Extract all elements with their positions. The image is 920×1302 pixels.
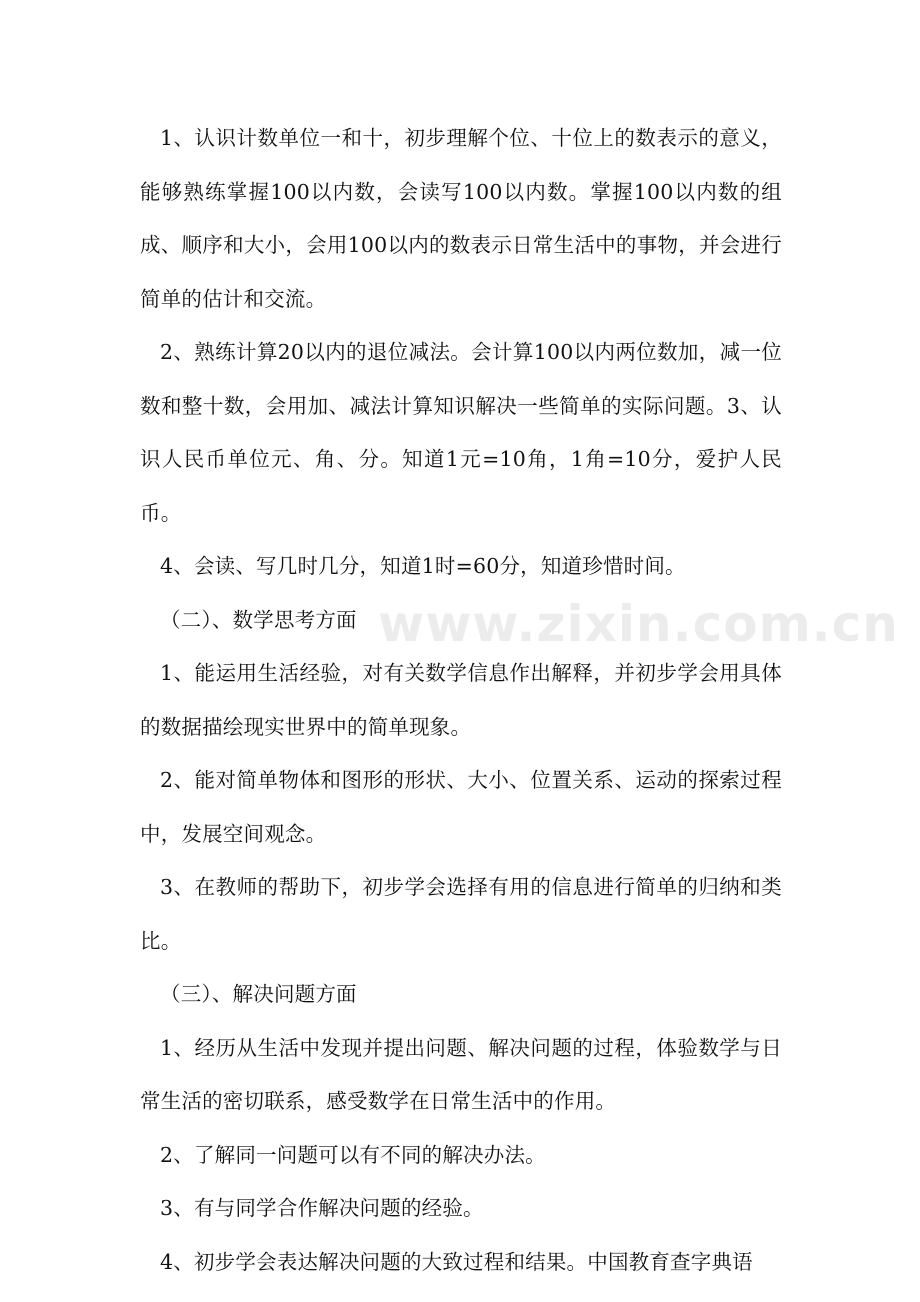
paragraph-3: 4、会读、写几时几分，知道1时=60分，知道珍惜时间。 xyxy=(160,554,686,578)
paragraph-9: 3、有与同学合作解决问题的经验。 xyxy=(160,1196,484,1220)
watermark: www.zixin.com.cn xyxy=(378,595,899,653)
section-heading-math-thinking: （二）、数学思考方面 xyxy=(160,607,357,632)
paragraph-1: 1、认识计数单位一和十，初步理解个位、十位上的数表示的意义，能够熟练掌握100以内数，会读写100以内数。掌握100以内数的组成、顺序和大小，会用100以内的数表示日常生活中的事物，并会进行简单的估计和交流。 xyxy=(140,126,782,311)
paragraph-10: 4、初步学会表达解决问题的大致过程和结果。中国教育查字典语 xyxy=(160,1249,753,1274)
paragraph-2: 2、熟练计算20以内的退位减法。会计算100以内两位数加，减一位数和整十数，会用加、减法计算知识解决一些简单的实际问题。3、认识人民币单位元、角、分。知道1元=10角，1角=10分，爱护人民币。 xyxy=(140,340,782,525)
document-body xyxy=(140,112,782,1289)
paragraph-7: 1、经历从生活中发现并提出问题、解决问题的过程，体验数学与日常生活的密切联系，感受数学在日常生活中的作用。 xyxy=(140,1035,782,1113)
paragraph-4: 1、能运用生活经验，对有关数学信息作出解释，并初步学会用具体的数据描绘现实世界中的简单现象。 xyxy=(140,661,782,739)
paragraph-6: 3、在教师的帮助下，初步学会选择有用的信息进行简单的归纳和类比。 xyxy=(140,875,782,953)
paragraph-5: 2、能对简单物体和图形的形状、大小、位置关系、运动的探索过程中，发展空间观念。 xyxy=(140,768,782,846)
section-heading-problem-solving: （三）、解决问题方面 xyxy=(160,982,357,1006)
paragraph-8: 2、了解同一问题可以有不同的解决办法。 xyxy=(160,1142,546,1167)
